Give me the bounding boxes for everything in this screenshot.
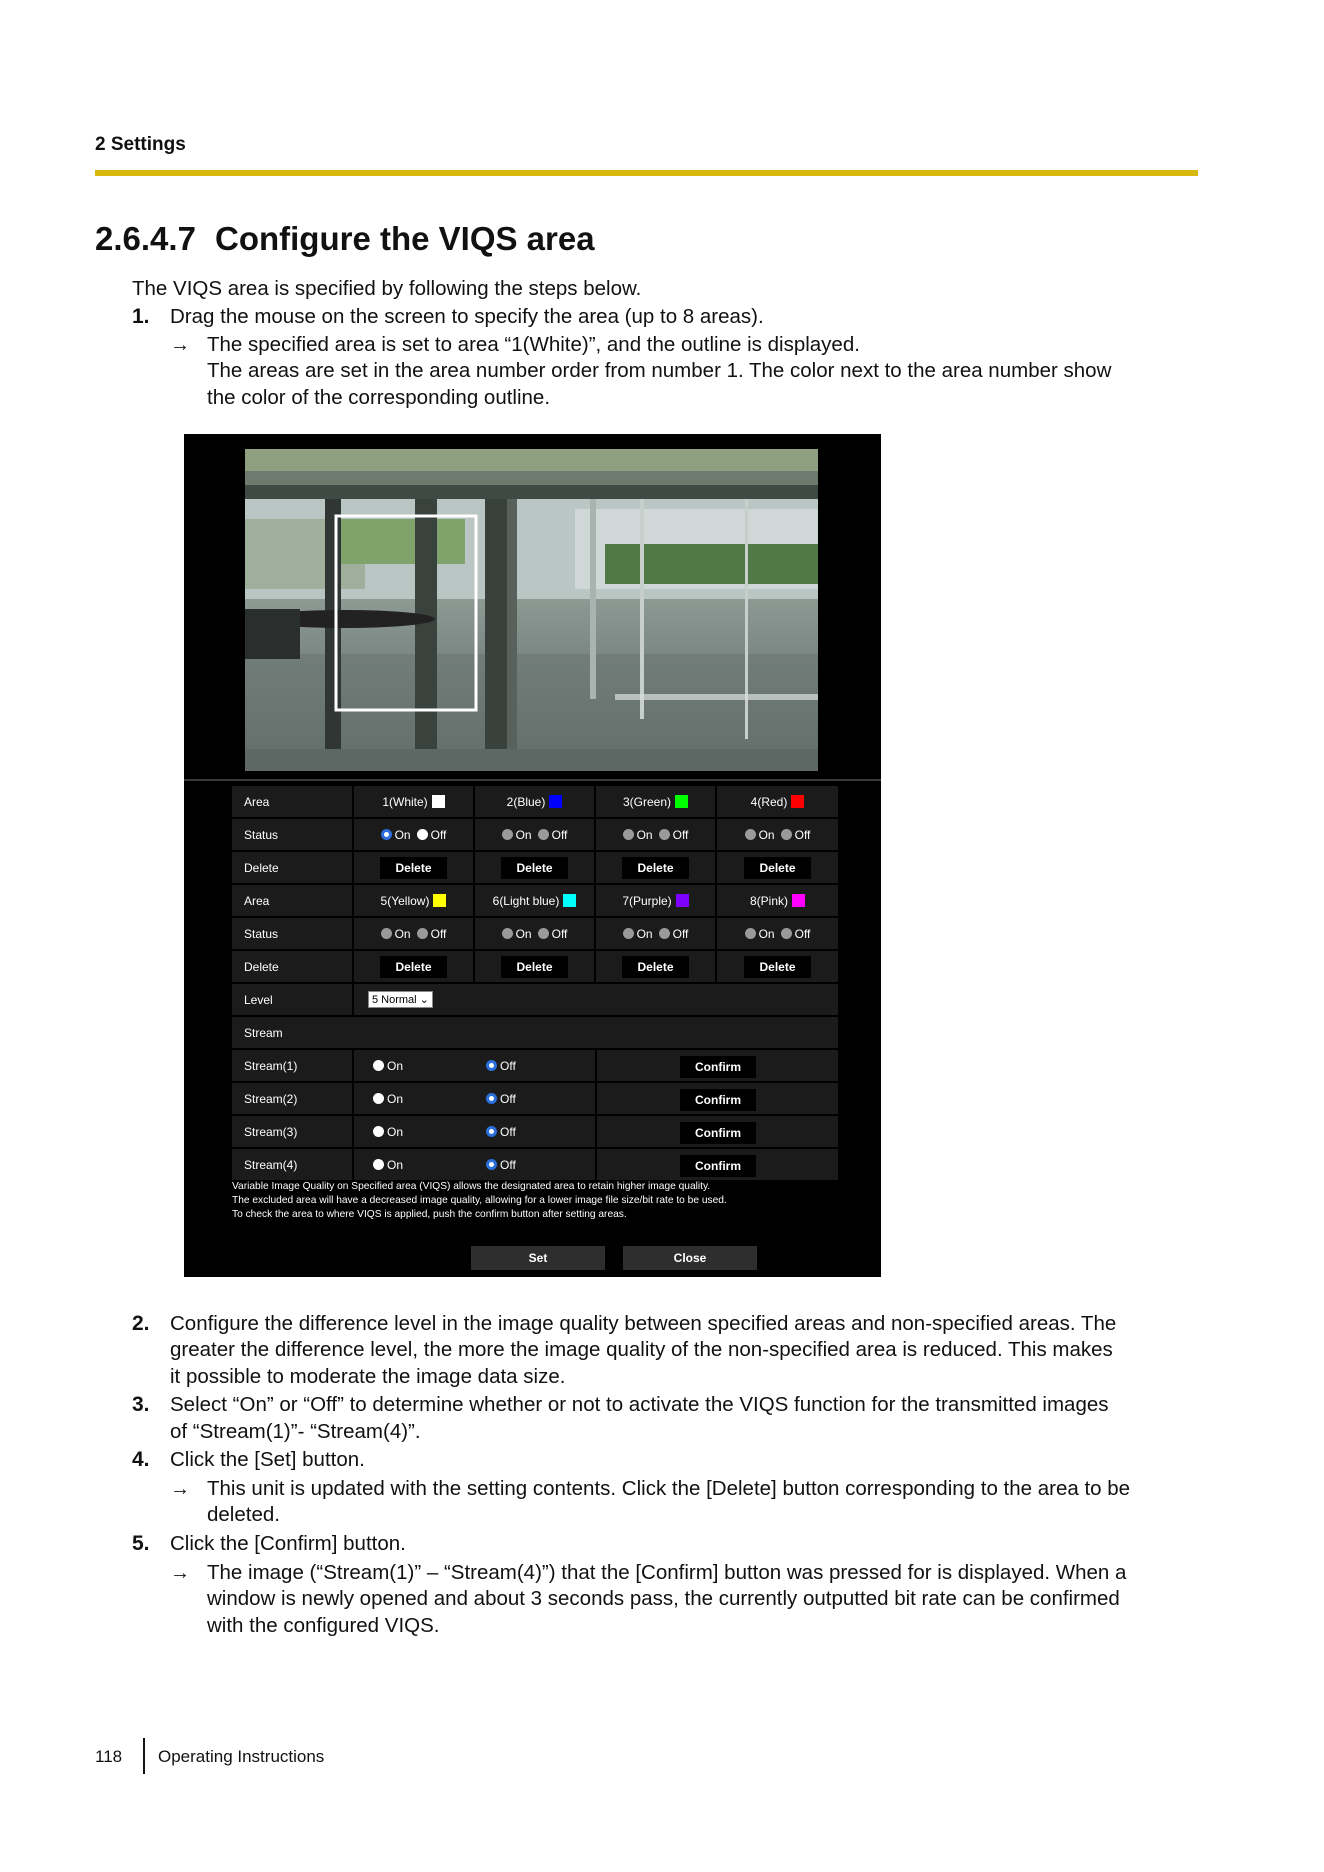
step-1-result: the color of the corresponding outline. [207, 386, 551, 409]
step-3-number: 3. [132, 1393, 150, 1416]
status-area-5 [354, 918, 473, 949]
area-label: Area [232, 885, 352, 916]
area-4: 4(Red) [717, 786, 838, 817]
section-label: 2 Settings [95, 134, 186, 155]
blue-swatch [549, 795, 562, 808]
area-row [232, 786, 838, 819]
radio-off[interactable]: Off [781, 927, 811, 941]
footer-divider [143, 1738, 145, 1774]
step-2-text: greater the difference level, the more the image quality of the non-specified area is reduced. This makes [170, 1338, 1113, 1361]
confirm-button[interactable]: Confirm [680, 1155, 756, 1177]
radio-off[interactable]: Off [486, 1158, 516, 1172]
step-2-text: it possible to moderate the image data size. [170, 1365, 566, 1388]
stream-row [232, 1116, 838, 1149]
stream-row [232, 1083, 838, 1116]
area-3: 3(Green) [596, 786, 715, 817]
delete-row [232, 951, 838, 984]
radio-on[interactable]: On [381, 828, 411, 842]
settings-table [232, 786, 838, 1182]
yellow-swatch [433, 894, 446, 907]
step-1-number: 1. [132, 305, 150, 328]
step-1-text: Drag the mouse on the screen to specify the area (up to 8 areas). [170, 305, 764, 328]
step-2-text: Configure the difference level in the image quality between specified areas and non-specified areas. The [170, 1312, 1117, 1335]
radio-off[interactable]: Off [538, 927, 568, 941]
radio-off[interactable]: Off [486, 1059, 516, 1073]
radio-on[interactable]: On [373, 1059, 403, 1073]
stream-header-row [232, 1017, 838, 1050]
step-5-arrow-icon: → [170, 1562, 190, 1584]
stream-label: Stream(3) [244, 1124, 298, 1139]
stream-row [232, 1050, 838, 1083]
step-4-text: Click the [Set] button. [170, 1448, 365, 1471]
light-blue-swatch [563, 894, 576, 907]
step-5-text: Click the [Confirm] button. [170, 1532, 406, 1555]
delete-button[interactable]: Delete [380, 857, 446, 879]
delete-label: Delete [232, 852, 352, 883]
status-area-7 [596, 918, 715, 949]
status-area-2 [475, 819, 594, 850]
area-5: 5(Yellow) [354, 885, 473, 916]
area-7: 7(Purple) [596, 885, 715, 916]
stream-label: Stream(1) [244, 1058, 298, 1073]
green-swatch [675, 795, 688, 808]
step-1-result: The specified area is set to area “1(White)”, and the outline is displayed. [207, 333, 860, 356]
radio-on[interactable]: On [373, 1125, 403, 1139]
viqs-note: Variable Image Quality on Specified area (VIQS) allows the designated area to retain higher image quality. The excluded area will have a decreased image quality, allowing for a lower image file size/bit rate to be used. To check the area to where VIQS is applied, push the confirm button after setting areas. [232, 1181, 727, 1220]
radio-on[interactable]: On [623, 828, 653, 842]
radio-on[interactable]: On [373, 1158, 403, 1172]
delete-button[interactable]: Delete [744, 956, 810, 978]
heading-number: 2.6.4.7 [95, 220, 196, 257]
radio-off[interactable]: Off [659, 927, 689, 941]
stream-header: Stream [232, 1017, 838, 1048]
confirm-button[interactable]: Confirm [680, 1056, 756, 1078]
radio-on[interactable]: On [745, 828, 775, 842]
white-swatch [432, 795, 445, 808]
status-area-6 [475, 918, 594, 949]
chevron-down-icon: ⌄ [419, 994, 429, 1006]
footer-title: Operating Instructions [158, 1747, 325, 1766]
purple-swatch [676, 894, 689, 907]
area-1: 1(White) [354, 786, 473, 817]
delete-button[interactable]: Delete [744, 857, 810, 879]
confirm-button[interactable]: Confirm [680, 1089, 756, 1111]
status-area-4 [717, 819, 838, 850]
radio-off[interactable]: Off [538, 828, 568, 842]
intro-text: The VIQS area is specified by following the steps below. [132, 277, 642, 300]
radio-off[interactable]: Off [659, 828, 689, 842]
level-select[interactable]: 5 Normal ⌄ [368, 991, 433, 1008]
step-3-text: of “Stream(1)”- “Stream(4)”. [170, 1420, 421, 1443]
header-rule [95, 170, 1198, 176]
status-label: Status [232, 819, 352, 850]
area-label: Area [232, 786, 352, 817]
delete-button[interactable]: Delete [622, 956, 688, 978]
page-number: 118 [95, 1747, 123, 1766]
red-swatch [791, 795, 804, 808]
step-4-number: 4. [132, 1448, 150, 1471]
confirm-button[interactable]: Confirm [680, 1122, 756, 1144]
radio-on[interactable]: On [745, 927, 775, 941]
status-row [232, 819, 838, 852]
status-area-1 [354, 819, 473, 850]
stream-label: Stream(4) [244, 1157, 298, 1172]
delete-button[interactable]: Delete [622, 857, 688, 879]
area-2: 2(Blue) [475, 786, 594, 817]
status-area-3 [596, 819, 715, 850]
radio-off[interactable]: Off [417, 927, 447, 941]
level-label: Level [232, 984, 352, 1015]
step-5-result: The image (“Stream(1)” – “Stream(4)”) that the [Confirm] button was pressed for is displayed. When a [207, 1561, 1127, 1584]
delete-row [232, 852, 838, 885]
pink-swatch [792, 894, 805, 907]
delete-button[interactable]: Delete [380, 956, 446, 978]
step-5-number: 5. [132, 1532, 150, 1555]
level-row [232, 984, 838, 1017]
delete-button[interactable]: Delete [501, 857, 567, 879]
status-label: Status [232, 918, 352, 949]
viqs-settings-screenshot [184, 434, 881, 1277]
radio-off[interactable]: Off [781, 828, 811, 842]
step-5-result: with the configured VIQS. [207, 1614, 440, 1637]
radio-on[interactable]: On [502, 828, 532, 842]
step-1-arrow-icon: → [170, 334, 190, 356]
status-row [232, 918, 838, 951]
step-4-result: This unit is updated with the setting contents. Click the [Delete] button corresponding to the area to be [207, 1477, 1131, 1500]
step-1-result: The areas are set in the area number order from number 1. The color next to the area number show [207, 359, 1112, 382]
divider [184, 779, 881, 781]
step-2-number: 2. [132, 1312, 150, 1335]
area-row [232, 885, 838, 918]
step-5-result: window is newly opened and about 3 seconds pass, the currently outputted bit rate can be confirmed [207, 1587, 1120, 1610]
area-8: 8(Pink) [717, 885, 838, 916]
stream-label: Stream(2) [244, 1091, 298, 1106]
camera-scene-image [245, 449, 818, 771]
radio-on[interactable]: On [502, 927, 532, 941]
set-button[interactable]: Set [471, 1246, 605, 1270]
radio-off[interactable]: Off [486, 1092, 516, 1106]
close-button[interactable]: Close [623, 1246, 757, 1270]
delete-label: Delete [232, 951, 352, 982]
status-area-8 [717, 918, 838, 949]
delete-button[interactable]: Delete [501, 956, 567, 978]
camera-image[interactable] [245, 449, 818, 771]
area-6: 6(Light blue) [475, 885, 594, 916]
radio-on[interactable]: On [373, 1092, 403, 1106]
step-4-arrow-icon: → [170, 1478, 190, 1500]
page-heading [95, 220, 595, 258]
radio-on[interactable]: On [381, 927, 411, 941]
step-3-text: Select “On” or “Off” to determine whether or not to activate the VIQS function for the transmitted images [170, 1393, 1109, 1416]
radio-on[interactable]: On [623, 927, 653, 941]
radio-off[interactable]: Off [417, 828, 447, 842]
step-4-result: deleted. [207, 1503, 280, 1526]
radio-off[interactable]: Off [486, 1125, 516, 1139]
stream-row [232, 1149, 838, 1182]
heading-title: Configure the VIQS area [215, 220, 595, 257]
